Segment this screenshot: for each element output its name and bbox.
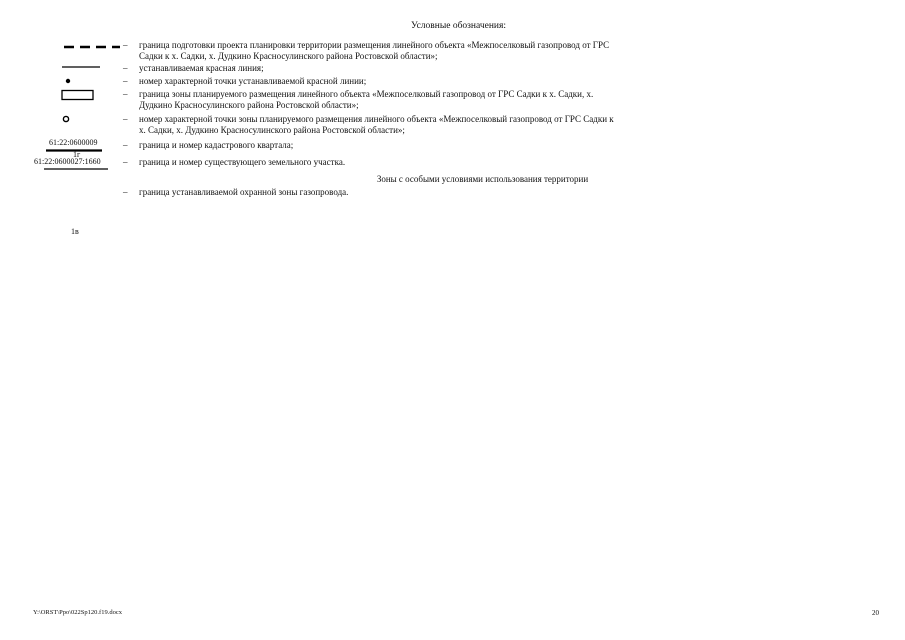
legend-item-text: устанавливаемая красная линия; <box>139 63 264 73</box>
legend-dash: – <box>123 76 128 86</box>
rectangle-icon <box>30 89 120 103</box>
zones-title: Зоны с особыми условиями использования территории <box>376 174 589 184</box>
legend-item-text: граница зоны планируемого размещения линейного объекта «Межпоселковый газопровод от ГРС Садки к х. Садки, х. Дудкино Красносулинского района Ростовской области»; <box>139 89 594 110</box>
legend-dash: – <box>123 114 128 124</box>
cadastral-block-icon <box>45 148 105 154</box>
legend-item-text: номер характерной точки устанавливаемой красной линии; <box>139 76 367 86</box>
point-icon <box>30 74 120 88</box>
legend-dash: – <box>123 157 128 167</box>
legend-dash: – <box>123 40 128 50</box>
legend-dash: – <box>123 140 128 150</box>
legend-dash: – <box>123 89 128 99</box>
legend-item-text: номер характерной точки зоны планируемого размещения линейного объекта «Межпоселковый газопровод от ГРС Садки к х. Садки, х. Дудкино Красносулинского района Ростовской области»; <box>139 114 614 135</box>
page-number: 20 <box>872 609 879 617</box>
file-path: Y:\ORST\Ppo\022Sp120.f19.docx <box>33 609 122 616</box>
cadastral-block-label: 61:22:0600009 <box>49 138 98 147</box>
dashed-line-icon <box>30 40 120 54</box>
legend-item-text: граница устанавливаемой охранной зоны газопровода. <box>139 187 349 197</box>
legend-item-text: граница подготовки проекта планировки территории размещения линейного объекта «Межпоселковый газопровод от ГРС Садки к х. Садки, х. Дудкино Красносулинского района Ростовской области»; <box>139 40 610 61</box>
legend-dash: – <box>123 187 128 197</box>
land-plot-label: 61:22:0600027:1660 <box>34 157 101 166</box>
legend-item-text: граница и номер существующего земельного участка. <box>139 157 346 167</box>
land-plot-icon <box>43 167 109 171</box>
legend-item-text: граница и номер кадастрового квартала; <box>139 140 294 150</box>
legend-dash: – <box>123 63 128 73</box>
circle-point-icon <box>30 113 120 127</box>
point-label: 1в <box>71 227 79 236</box>
legend-title: Условные обозначения: <box>410 21 506 31</box>
point-label: 1г <box>73 150 81 159</box>
